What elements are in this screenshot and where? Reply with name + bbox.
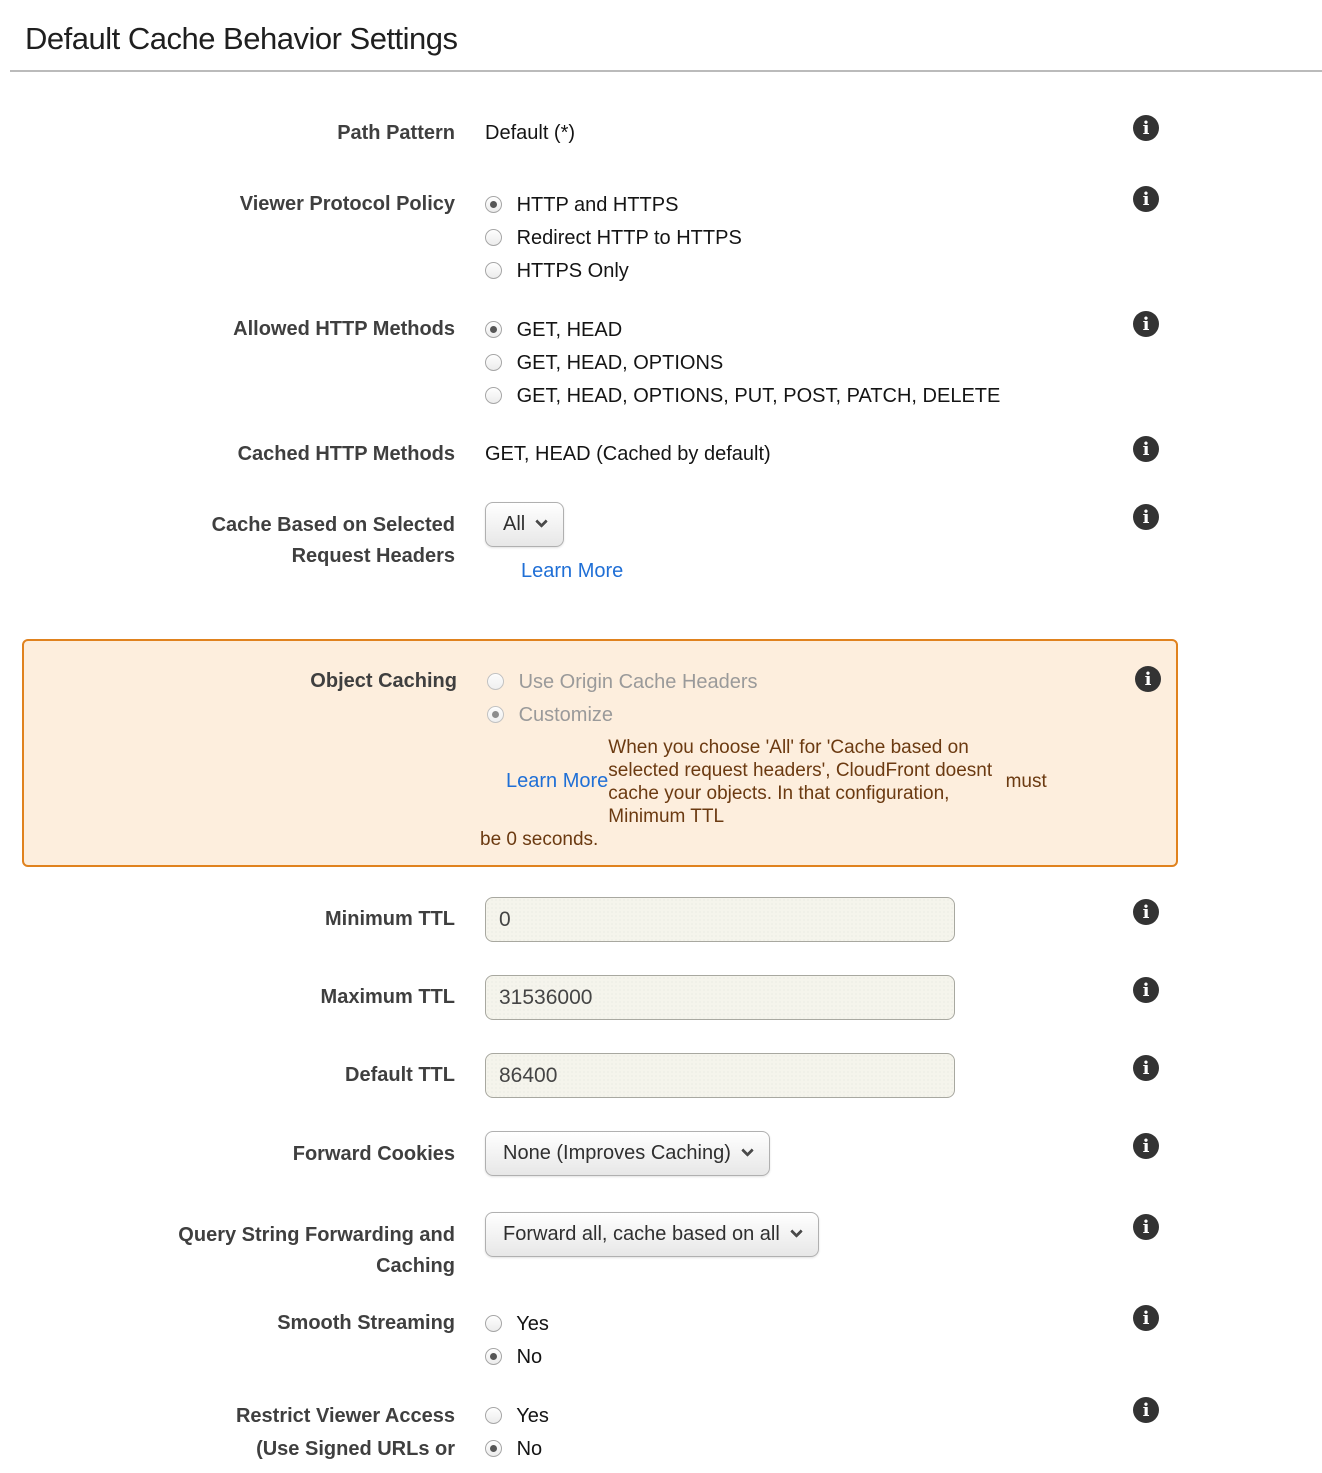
radio-icon bbox=[485, 1407, 502, 1424]
radio-label: HTTP and HTTPS bbox=[516, 194, 679, 216]
restrict-viewer-access-label: Restrict Viewer Access (Use Signed URLs or bbox=[235, 1405, 455, 1460]
minimum-ttl-label: Minimum TTL bbox=[325, 908, 455, 930]
radio-get-head-options-put-post-patch-delete[interactable] bbox=[485, 380, 1132, 413]
info-icon[interactable] bbox=[1133, 115, 1159, 141]
radio-icon bbox=[485, 1315, 502, 1332]
radio-label: Yes bbox=[516, 1313, 549, 1335]
allowed-http-methods-label: Allowed HTTP Methods bbox=[233, 318, 455, 340]
default-ttl-label: Default TTL bbox=[345, 1064, 455, 1086]
selected-option: All bbox=[503, 513, 526, 535]
field-smooth-streaming bbox=[0, 1308, 1322, 1374]
info-icon[interactable] bbox=[1133, 436, 1159, 462]
radio-icon bbox=[485, 262, 502, 279]
radio-icon bbox=[485, 1348, 502, 1365]
field-object-caching bbox=[24, 666, 1176, 732]
radio-label: Use Origin Cache Headers bbox=[518, 671, 758, 693]
radio-restrict-viewer-no[interactable] bbox=[485, 1433, 1132, 1466]
path-pattern-value: Default (*) bbox=[485, 122, 576, 144]
title-divider bbox=[10, 70, 1322, 72]
radio-icon bbox=[485, 321, 502, 338]
radio-label: Redirect HTTP to HTTPS bbox=[516, 227, 742, 249]
field-cache-based-headers bbox=[0, 502, 1322, 583]
radio-get-head[interactable] bbox=[485, 314, 1132, 347]
field-forward-cookies bbox=[0, 1131, 1322, 1176]
query-string-forwarding-select[interactable] bbox=[485, 1212, 819, 1257]
radio-icon bbox=[485, 354, 502, 371]
info-icon[interactable] bbox=[1133, 899, 1159, 925]
radio-restrict-viewer-yes[interactable] bbox=[485, 1400, 1132, 1433]
info-icon[interactable] bbox=[1133, 311, 1159, 337]
default-cache-behavior-form bbox=[0, 118, 1322, 1466]
radio-icon bbox=[485, 196, 502, 213]
smooth-streaming-options bbox=[485, 1308, 1132, 1374]
object-caching-notice-box bbox=[22, 639, 1178, 867]
smooth-streaming-label: Smooth Streaming bbox=[277, 1312, 455, 1334]
info-icon[interactable] bbox=[1133, 1305, 1159, 1331]
field-maximum-ttl bbox=[0, 975, 1322, 1020]
radio-get-head-options[interactable] bbox=[485, 347, 1132, 380]
cached-http-methods-value: GET, HEAD (Cached by default) bbox=[485, 443, 771, 465]
caching-warning-text-tail: must be 0 seconds. bbox=[480, 771, 1047, 850]
info-icon[interactable] bbox=[1133, 1397, 1159, 1423]
page-title: Default Cache Behavior Settings bbox=[25, 21, 458, 56]
field-default-ttl bbox=[0, 1053, 1322, 1098]
radio-label: No bbox=[516, 1346, 543, 1368]
info-icon[interactable] bbox=[1133, 1055, 1159, 1081]
chevron-down-icon bbox=[741, 1144, 754, 1157]
cache-based-headers-label: Cache Based on Selected Request Headers bbox=[211, 514, 455, 567]
selected-option: None (Improves Caching) bbox=[503, 1142, 731, 1164]
radio-redirect-http-to-https[interactable] bbox=[485, 222, 1132, 255]
info-icon[interactable] bbox=[1133, 186, 1159, 212]
forward-cookies-select[interactable] bbox=[485, 1131, 770, 1176]
radio-icon bbox=[487, 706, 504, 723]
chevron-down-icon bbox=[790, 1225, 803, 1238]
selected-option: Forward all, cache based on all bbox=[503, 1223, 780, 1245]
field-minimum-ttl bbox=[0, 897, 1322, 942]
minimum-ttl-input bbox=[485, 897, 955, 942]
radio-http-and-https[interactable] bbox=[485, 189, 1132, 222]
field-restrict-viewer-access bbox=[0, 1400, 1322, 1466]
maximum-ttl-label: Maximum TTL bbox=[320, 986, 455, 1008]
object-caching-note bbox=[480, 736, 1048, 851]
radio-smooth-streaming-yes[interactable] bbox=[485, 1308, 1132, 1341]
field-path-pattern bbox=[0, 118, 1322, 149]
allowed-http-methods-options bbox=[485, 314, 1132, 413]
chevron-down-icon bbox=[535, 515, 548, 528]
forward-cookies-label: Forward Cookies bbox=[292, 1143, 455, 1165]
learn-more-link[interactable]: Learn More bbox=[521, 560, 624, 582]
viewer-protocol-policy-options bbox=[485, 189, 1132, 288]
cached-http-methods-label: Cached HTTP Methods bbox=[237, 443, 455, 465]
radio-use-origin-cache-headers bbox=[487, 666, 986, 699]
radio-smooth-streaming-no[interactable] bbox=[485, 1341, 1132, 1374]
radio-icon bbox=[485, 1440, 502, 1457]
radio-label: No bbox=[516, 1438, 543, 1460]
radio-label: GET, HEAD, OPTIONS bbox=[516, 352, 724, 374]
field-viewer-protocol-policy bbox=[0, 189, 1322, 288]
query-string-forwarding-label: Query String Forwarding and Caching bbox=[178, 1224, 455, 1277]
radio-customize bbox=[487, 699, 986, 732]
radio-label: HTTPS Only bbox=[516, 260, 629, 282]
info-icon[interactable] bbox=[1133, 1133, 1159, 1159]
caching-warning-text: When you choose 'All' for 'Cache based on selected request headers', CloudFront doesnt cache your objects. In that configuration, Minimum TTL bbox=[608, 737, 993, 827]
field-query-string-forwarding bbox=[0, 1212, 1322, 1278]
cache-based-headers-select[interactable] bbox=[485, 502, 564, 547]
field-allowed-http-methods bbox=[0, 314, 1322, 413]
radio-icon bbox=[485, 229, 502, 246]
radio-icon bbox=[487, 673, 504, 690]
info-icon[interactable] bbox=[1133, 977, 1159, 1003]
info-icon[interactable] bbox=[1133, 1214, 1159, 1240]
radio-label: Yes bbox=[516, 1405, 549, 1427]
default-ttl-input bbox=[485, 1053, 955, 1098]
path-pattern-label: Path Pattern bbox=[337, 122, 455, 144]
info-icon[interactable] bbox=[1135, 666, 1161, 692]
object-caching-options bbox=[487, 666, 986, 732]
learn-more-link[interactable]: Learn More bbox=[506, 770, 609, 793]
radio-label: GET, HEAD bbox=[516, 319, 623, 341]
radio-label: Customize bbox=[518, 704, 614, 726]
restrict-viewer-access-options bbox=[485, 1400, 1132, 1466]
radio-label: GET, HEAD, OPTIONS, PUT, POST, PATCH, DELETE bbox=[516, 385, 1001, 407]
field-cached-http-methods bbox=[0, 439, 1322, 470]
maximum-ttl-input bbox=[485, 975, 955, 1020]
object-caching-label: Object Caching bbox=[310, 670, 457, 692]
radio-icon bbox=[485, 387, 502, 404]
viewer-protocol-policy-label: Viewer Protocol Policy bbox=[239, 193, 455, 215]
info-icon[interactable] bbox=[1133, 504, 1159, 530]
radio-https-only[interactable] bbox=[485, 255, 1132, 288]
